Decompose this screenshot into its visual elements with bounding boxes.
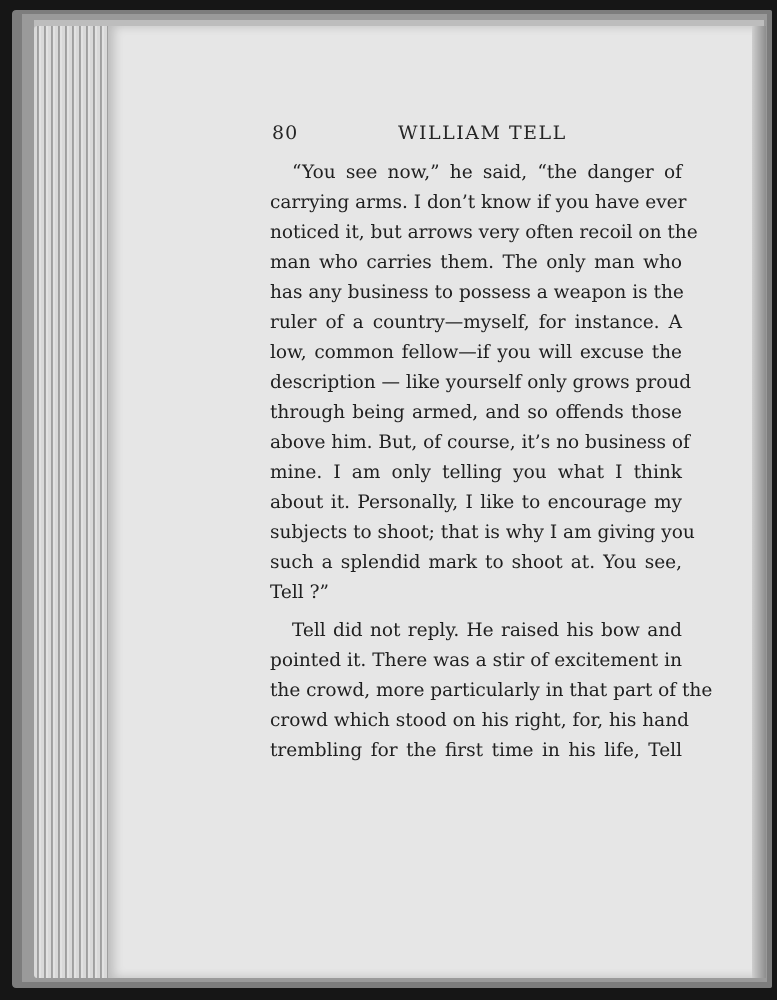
page-number: 80: [272, 122, 299, 144]
text-line: above him. But, of course, it’s no business of: [270, 432, 690, 453]
text-line: noticed it, but arrows very often recoil on the: [270, 222, 698, 243]
text-line: has any business to possess a weapon is the: [270, 282, 684, 303]
text-line: subjects to shoot; that is why I am giving you: [270, 522, 695, 543]
text-line: carrying arms. I don’t know if you have ever: [270, 192, 687, 213]
paragraph-gap: [270, 608, 682, 616]
text-line: Tell did not reply. He raised his bow and: [292, 620, 682, 641]
text-line: crowd which stood on his right, for, his hand: [270, 710, 689, 731]
body-text: [270, 158, 713, 766]
text-line: description — like yourself only grows proud: [270, 372, 692, 393]
page-right-edge: [752, 26, 766, 978]
text-line: about it. Personally, I like to encourage my: [270, 492, 682, 513]
text-line: trembling for the first time in his life, Tell: [270, 740, 682, 761]
text-line: such a splendid mark to shoot at. You see,: [270, 552, 682, 573]
text-line: pointed it. There was a stir of excitement in: [270, 650, 682, 671]
text-line: “You see now,” he said, “the danger of: [292, 162, 682, 183]
text-line: ruler of a country—myself, for instance. A: [270, 312, 682, 333]
text-line: through being armed, and so offends those: [270, 402, 682, 423]
text-line: low, common fellow—if you will excuse the: [270, 342, 682, 363]
text-line: the crowd, more particularly in that part of the: [270, 680, 713, 701]
text-line: Tell ?”: [270, 582, 329, 603]
running-title: WILLIAM TELL: [398, 122, 567, 144]
running-head: [272, 118, 680, 148]
text-line: man who carries them. The only man who: [270, 252, 682, 273]
page-stack-edges: [34, 26, 118, 978]
text-line: mine. I am only telling you what I think: [270, 462, 682, 483]
